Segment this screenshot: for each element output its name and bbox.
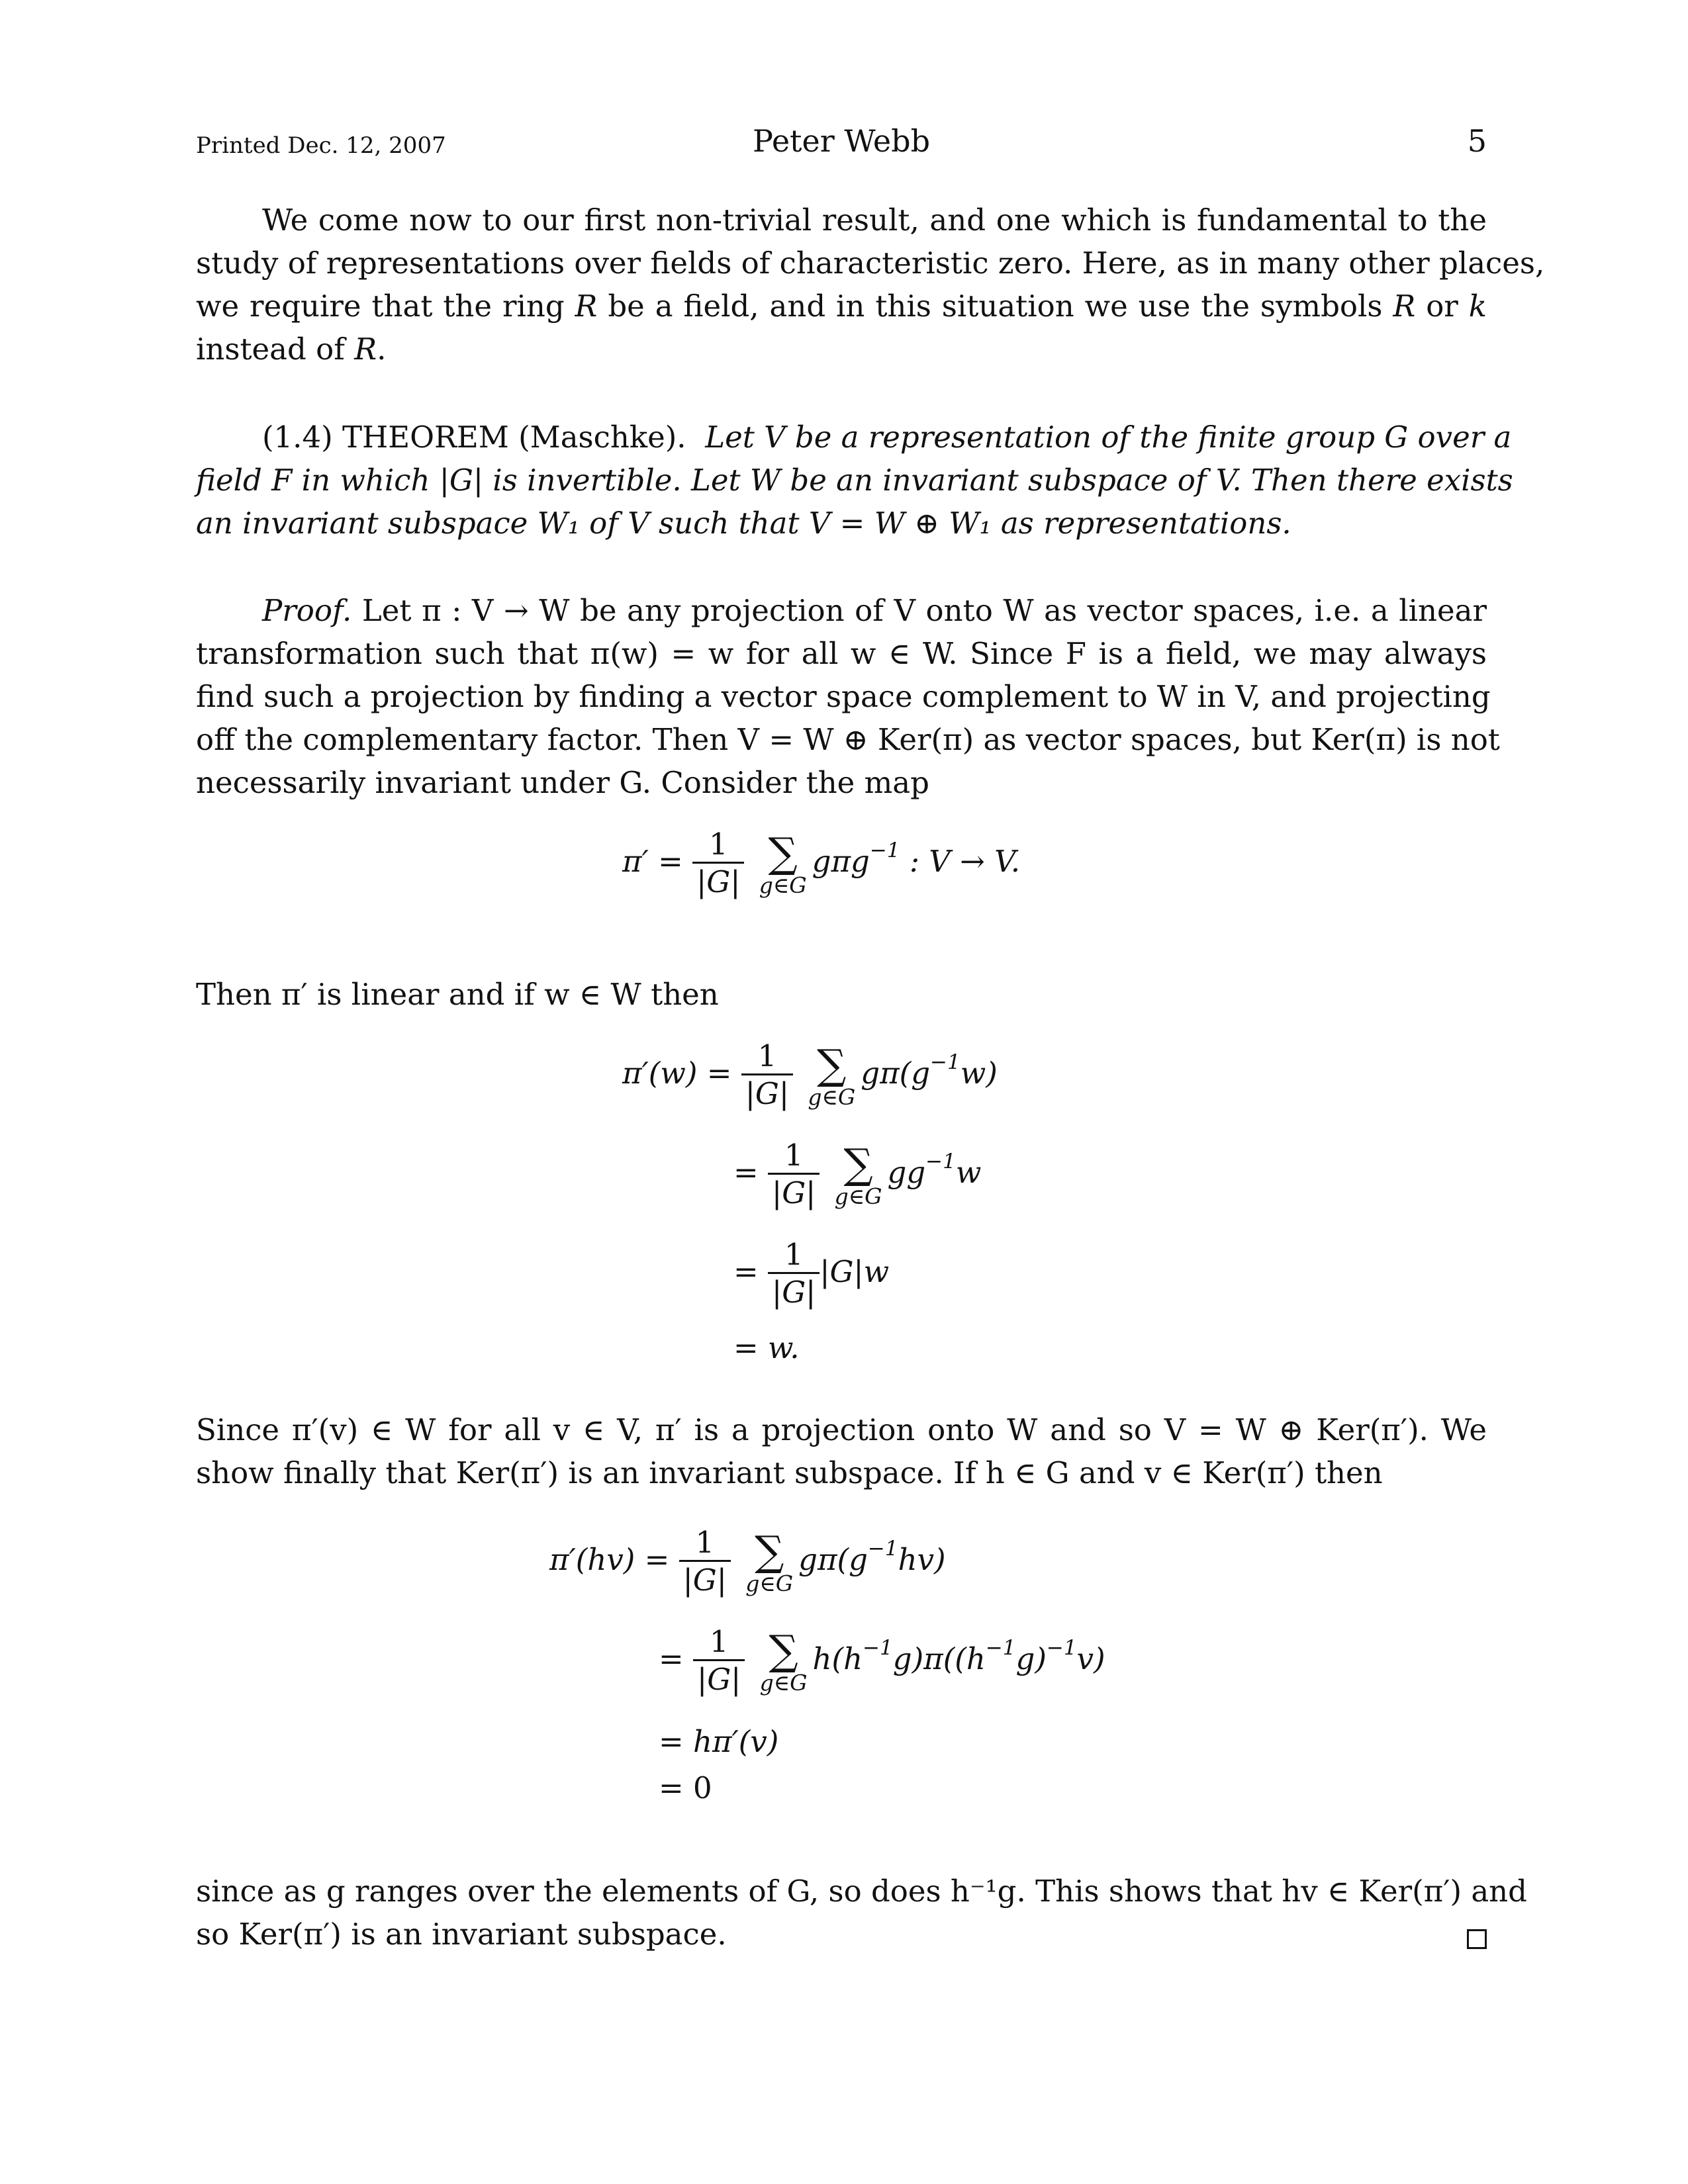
since-line: Since π′(v) ∈ W for all v ∈ V, π′ is a projection onto W and so V = W ⊕ Ker(π′). We [196,1412,1487,1447]
running-author: Peter Webb [752,123,931,159]
theorem-line: field F in which |G| is invertible. Let W be an invariant subspace of V. Then there exists [196,463,1513,498]
equation-projection-identity: π′(w) = $\frac{1}{|G|}$ ∑ g∈G $g\pi(g^{-1}w)$ = $\frac{1}{|G|}$ ∑ g∈G $gg^{-1}w$ = $\frac{1}{|G|}$ |G|w = w. [622,1038,998,1365]
proof-line: transformation such that π(w) = w for all w ∈ W. Since F is a field, we may always [196,636,1487,671]
then-line: Then π′ is linear and if w ∈ W then [196,977,719,1012]
equation-invariance: π′(hv) = $\frac{1}{|G|}$ ∑ g∈G $g\pi(g^{-1}hv)$ = $\frac{1}{|G|}$ ∑ g∈G $h(h^{-1}g)\pi((h^{-1}g)^{-1}v)$ = hπ′(v) = 0 [549,1525,1105,1805]
final-line: since as g ranges over the elements of G, so does h⁻¹g. This shows that hv ∈ Ker(π′) and [196,1874,1527,1909]
since-paragraph [196,1408,1487,1494]
theorem-block [196,416,1513,545]
final-line: so Ker(π′) is an invariant subspace. [196,1913,1487,1956]
since-line: show finally that Ker(π′) is an invariant subspace. If h ∈ G and v ∈ Ker(π′) then [196,1455,1383,1490]
proof-line: necessarily invariant under G. Consider the map [196,765,929,800]
print-date: Printed Dec. 12, 2007 [196,132,446,159]
theorem-line: (1.4) THEOREM (Maschke). Let V be a representation of the finite group G over a [262,420,1512,455]
page-number: 5 [1467,123,1487,159]
qed-box-icon [1467,1929,1487,1949]
theorem-line: an invariant subspace W₁ of V such that V = W ⊕ W₁ as representations. [196,506,1291,541]
intro-line: instead of R. [196,332,387,367]
proof-line: Proof. Let π : V → W be any projection of V onto W as vector spaces, i.e. a linear [262,593,1487,628]
proof-label: Proof. [262,593,352,628]
page-header [196,123,1487,169]
proof-paragraph [196,589,1500,804]
equation-pi-prime-definition: π′ = $\frac{1}{|G|}$ ∑ g∈G gπg$^{-1}$ : V → V. [622,827,1021,899]
proof-line: find such a projection by finding a vector space complement to W in V, and projecting [196,679,1491,714]
proof-line: off the complementary factor. Then V = W ⊕ Ker(π) as vector spaces, but Ker(π) is not [196,722,1500,757]
intro-line: we require that the ring R be a field, and in this situation we use the symbols R or k [196,289,1487,324]
intro-line: study of representations over fields of characteristic zero. Here, as in many other places, [196,246,1545,281]
final-paragraph [196,1870,1527,1956]
intro-line: We come now to our first non-trivial result, and one which is fundamental to the [262,203,1487,238]
theorem-label: (1.4) THEOREM (Maschke). [262,420,686,455]
intro-paragraph [196,199,1545,371]
